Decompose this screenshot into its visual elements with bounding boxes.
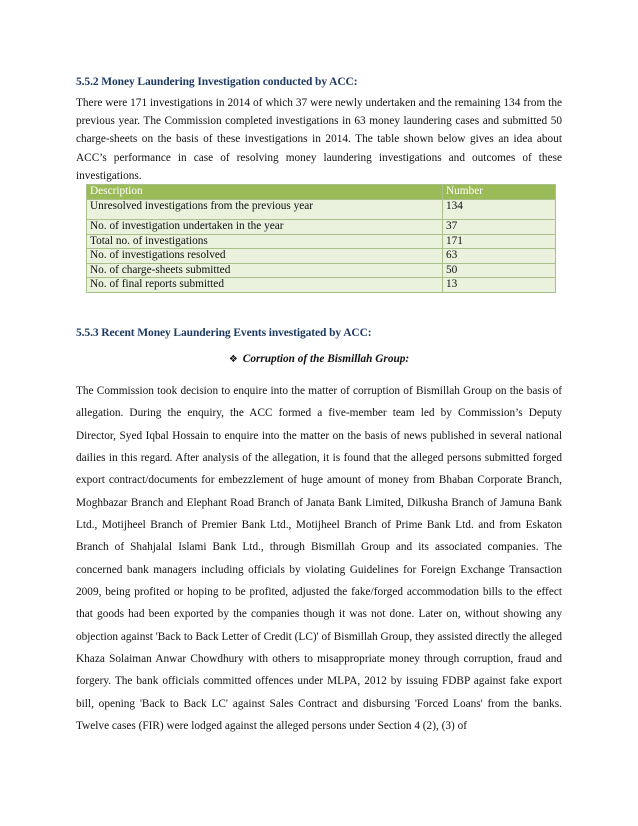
- table-cell-description: Total no. of investigations: [87, 234, 443, 249]
- table-header-description: Description: [87, 185, 443, 200]
- table-row: [87, 220, 556, 235]
- table-row: [87, 249, 556, 264]
- table-cell-description: No. of final reports submitted: [87, 278, 443, 293]
- table-cell-description: No. of charge-sheets submitted: [87, 263, 443, 278]
- table-cell-number: 134: [443, 200, 556, 220]
- subsection-title: [76, 353, 562, 365]
- diamond-bullet-icon: ❖: [228, 354, 238, 365]
- section-heading-5-5-2: 5.5.2 Money Laundering Investigation conducted by ACC:: [76, 76, 358, 88]
- table-cell-description: No. of investigations resolved: [87, 249, 443, 264]
- table-cell-description: Unresolved investigations from the previous year: [87, 200, 443, 220]
- table-cell-number: 50: [443, 263, 556, 278]
- table-cell-number: 37: [443, 220, 556, 235]
- investigations-table: [86, 184, 556, 293]
- table-row: [87, 263, 556, 278]
- table-cell-description: No. of investigation undertaken in the year: [87, 220, 443, 235]
- table-cell-number: 171: [443, 234, 556, 249]
- table-header-number: Number: [443, 185, 556, 200]
- section-heading-5-5-3: 5.5.3 Recent Money Laundering Events investigated by ACC:: [76, 327, 372, 339]
- section-paragraph-5-5-2: There were 171 investigations in 2014 of which 37 were newly undertaken and the remaining 134 from the previous year. The Commission completed investigations in 63 money laundering cases and submitted 50 charge-sheets on the basis of these investigations in 2014. The table shown below gives an idea about ACC’s performance in case of resolving money laundering investigations and outcomes of these investigations.: [76, 97, 562, 182]
- table-cell-number: 63: [443, 249, 556, 264]
- subsection-title-text: Corruption of the Bismillah Group:: [242, 353, 410, 365]
- table-row: [87, 234, 556, 249]
- table-header-row: [87, 185, 556, 200]
- table-row: [87, 278, 556, 293]
- table-row: [87, 200, 556, 220]
- table-cell-number: 13: [443, 278, 556, 293]
- section-paragraph-5-5-3: The Commission took decision to enquire into the matter of corruption of Bismillah Group on the basis of allegation. During the enquiry, the ACC formed a five-member team led by Commission’s Deputy Director, Syed Iqbal Hossain to enquire into the matter on the basis of news published in several national dailies in this regard. After analysis of the allegation, it is found that the alleged persons submitted forged export contract/documents for embezzlement of huge amount of money from Bhaban Corporate Branch, Moghbazar Branch and Elephant Road Branch of Janata Bank Limited, Dilkusha Branch of Jamuna Bank Ltd., Motijheel Branch of Premier Bank Ltd., Motijheel Branch of Prime Bank Ltd. and from Eskaton Branch of Shahjalal Islami Bank Ltd., through Bismillah Group and its associated companies. The concerned bank managers including officials by violating Guidelines for Foreign Exchange Transaction 2009, being profited or hoping to be profited, adjusted the fake/forged accommodation bills to the effect that goods had been exported by the companies though it was not done. Later on, without showing any objection against 'Back to Back Letter of Credit (LC)' of Bismillah Group, they assisted directly the alleged Khaza Solaiman Anwar Chowdhury with others to misappropriate money through corruption, fraud and forgery. The bank officials committed offences under MLPA, 2012 by issuing FDBP against fake export bill, opening 'Back to Back LC' against Sales Contract and disbursing 'Forced Loans' from the banks. Twelve cases (FIR) were lodged against the alleged persons under Section 4 (2), (3) of: [76, 385, 562, 733]
